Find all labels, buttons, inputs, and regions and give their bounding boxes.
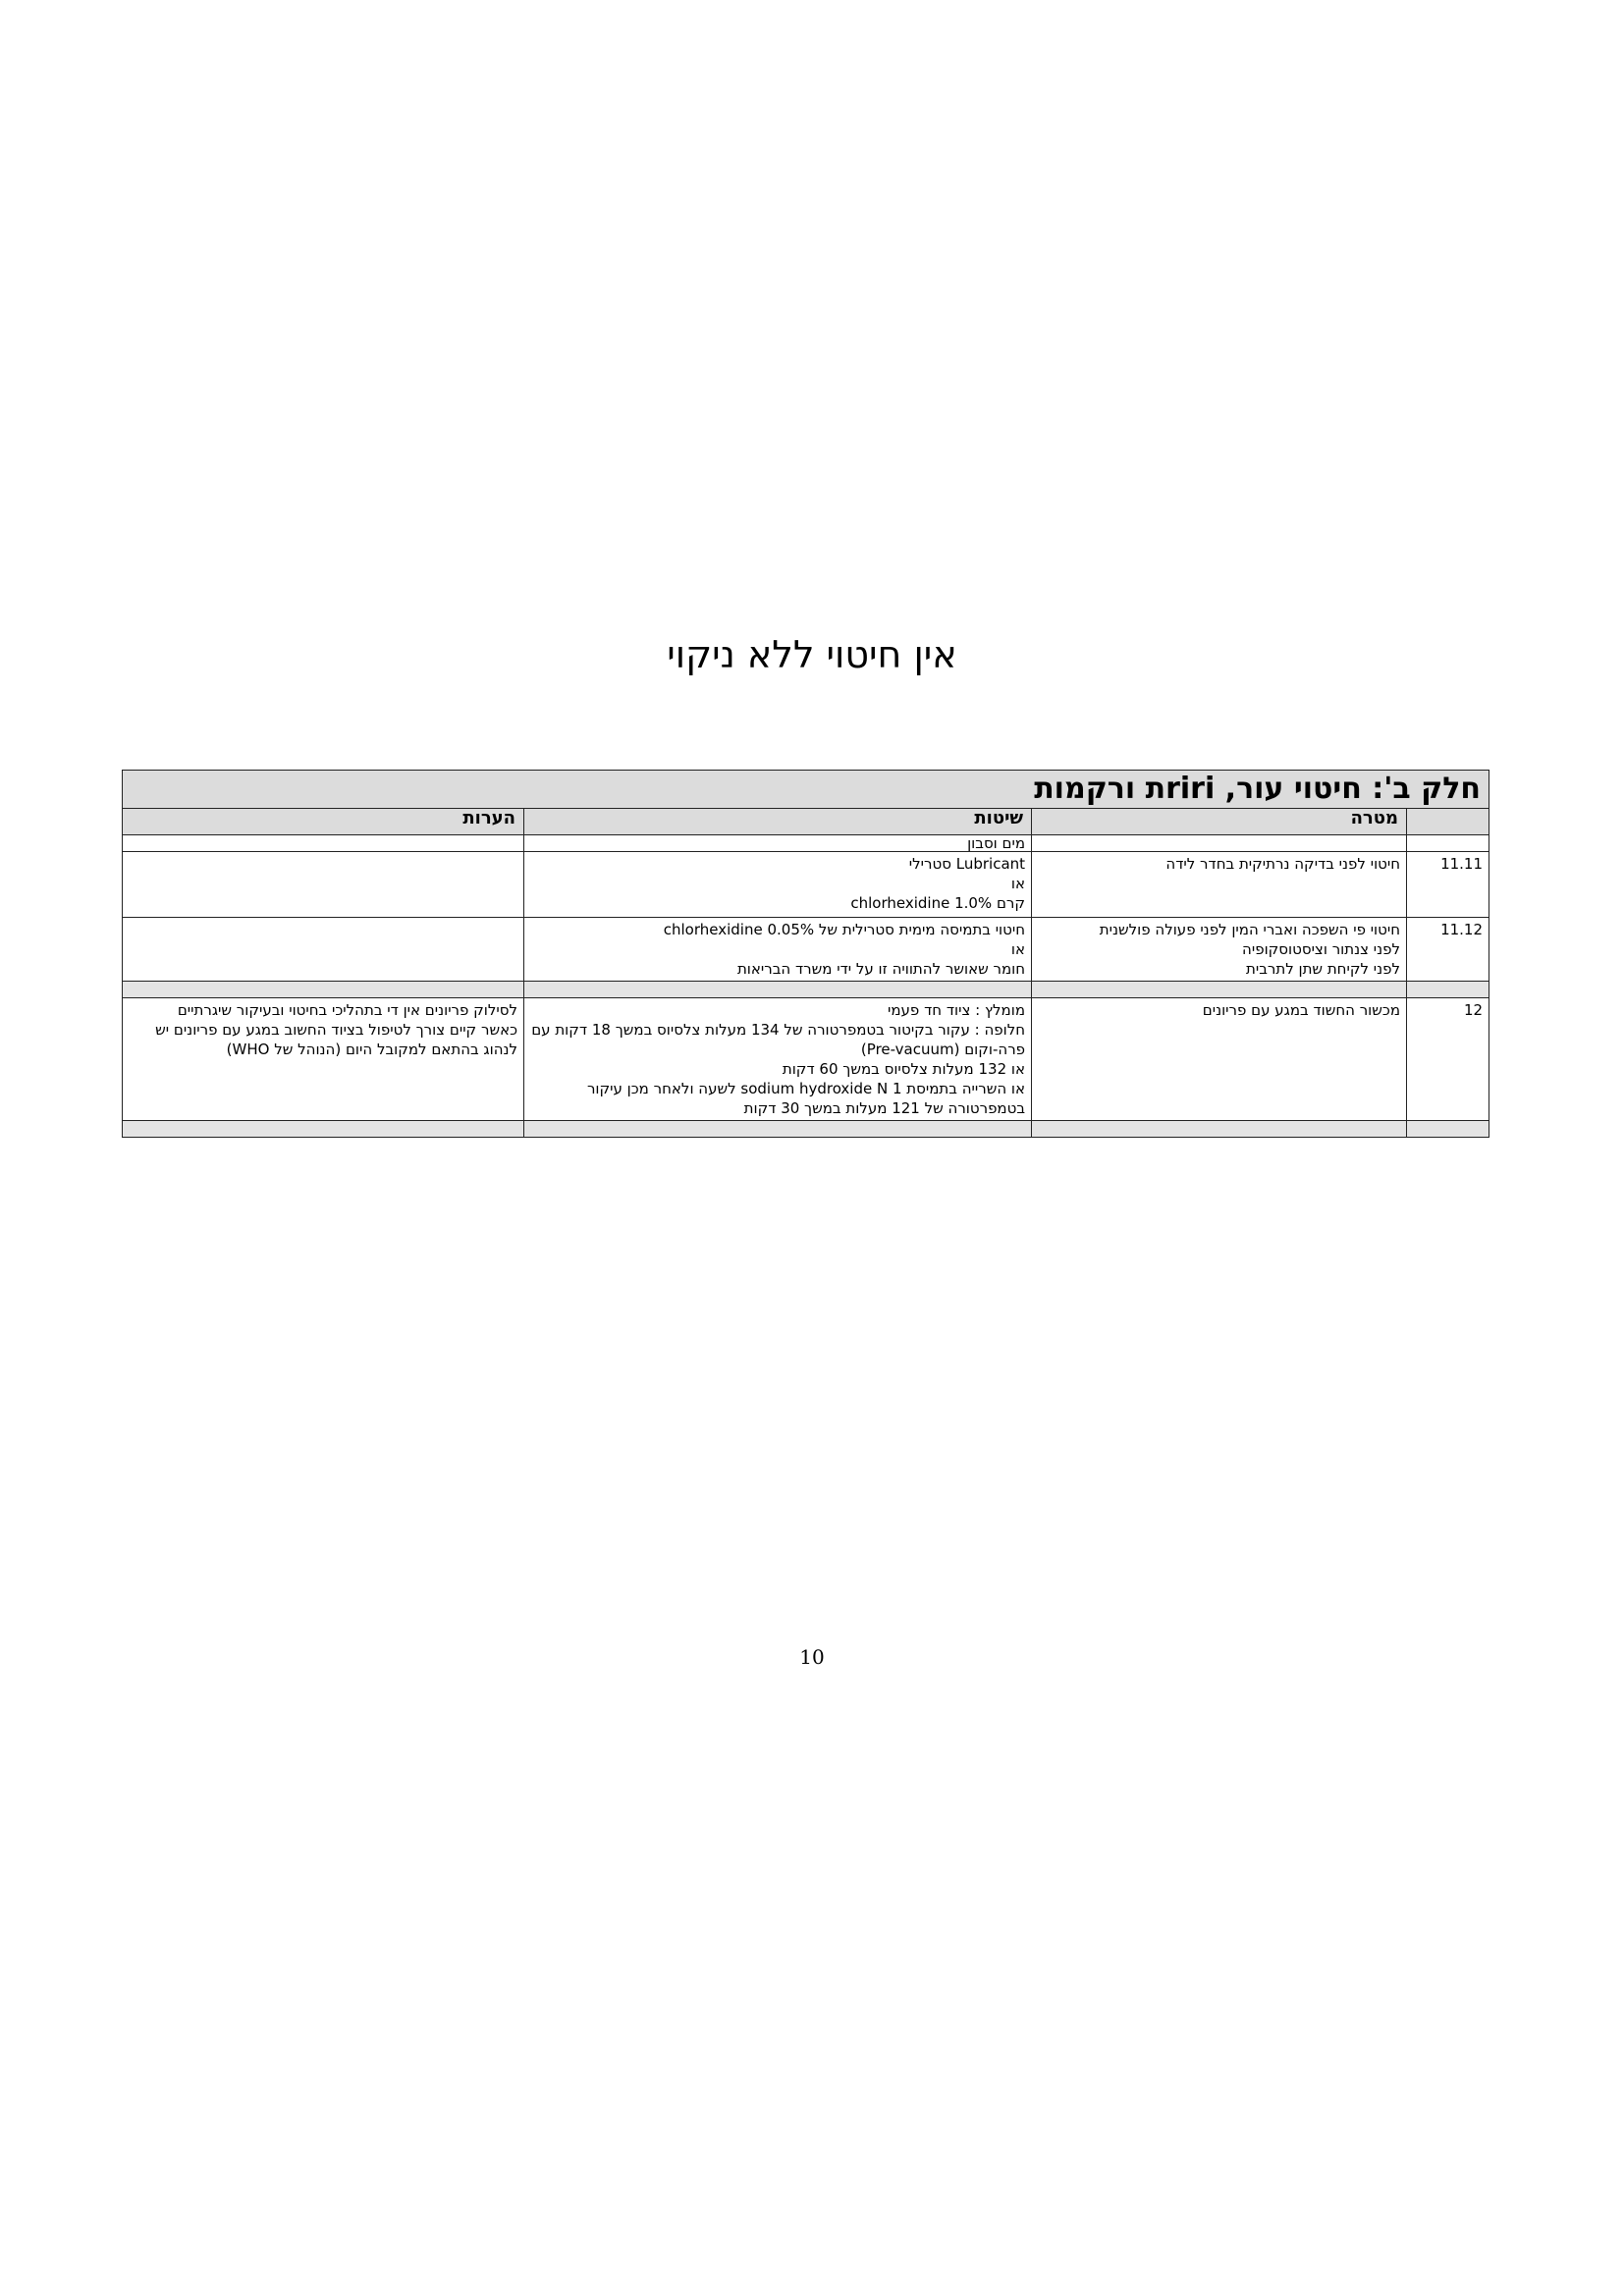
cell-methods: חיטוי בתמיסה מימית סטרילית של chlorhexidine 0.05% או חומר שאושר להתוויה זו על ידי משרד הבריאות <box>524 918 1032 982</box>
cell-num: 11.11 <box>1407 852 1489 918</box>
cell-notes <box>123 835 524 852</box>
cell-num <box>1407 835 1489 852</box>
cell-methods: מים וסבון <box>524 835 1032 852</box>
cell-num: 11.12 <box>1407 918 1489 982</box>
header-notes: הערות <box>123 809 524 835</box>
page-number: 10 <box>799 1645 825 1669</box>
table-title: חלק ב': חיטוי עור, ririת ורקמות <box>123 771 1489 809</box>
table-row <box>123 998 1489 1121</box>
table-row <box>123 918 1489 982</box>
header-num <box>1407 809 1489 835</box>
table-row <box>123 852 1489 918</box>
cell-purpose: מכשור החשוד במגע עם פריונים <box>1032 998 1407 1121</box>
cell-notes: לסילוק פריונים אין די בתהליכי בחיטוי ובעיקור שיגרתיים כאשר קיים צורך לטיפול בציוד החשוב במגע עם פריונים יש לנהוג בהתאם למקובל היום (הנוהל של WHO) <box>123 998 524 1121</box>
table-separator-row <box>123 982 1489 998</box>
cell-notes <box>123 852 524 918</box>
disinfection-table <box>122 770 1489 1138</box>
table-header-row <box>123 809 1489 835</box>
header-methods: שיטות <box>524 809 1032 835</box>
cell-purpose: חיטוי פי השפכה ואברי המין לפני פעולה פולשנית לפני צנתור וציסטוסקופיה לפני לקיחת שתן לתרבית <box>1032 918 1407 982</box>
page-slogan: אין חיטוי ללא ניקוי <box>667 633 957 676</box>
header-purpose: מטרה <box>1032 809 1407 835</box>
table-separator-row <box>123 1121 1489 1138</box>
cell-num: 12 <box>1407 998 1489 1121</box>
cell-purpose: חיטוי לפני בדיקה נרתיקית בחדר לידה <box>1032 852 1407 918</box>
cell-methods: מומלץ : ציוד חד פעמי חלופה : עקור בקיטור בטמפרטורה של 134 מעלות צלסיוס במשך 18 דקות עם פרה-וקום (Pre-vacuum) או 132 מעלות צלסיוס במשך 60 דקות או השרייה בתמיסת sodium hydroxide N 1 לשעה ולאחר מכן עיקור בטמפרטורה של 121 מעלות במשך 30 דקות <box>524 998 1032 1121</box>
table-row <box>123 835 1489 852</box>
cell-notes <box>123 918 524 982</box>
cell-purpose <box>1032 835 1407 852</box>
cell-methods: Lubricant סטרילי או קרם chlorhexidine 1.0% <box>524 852 1032 918</box>
